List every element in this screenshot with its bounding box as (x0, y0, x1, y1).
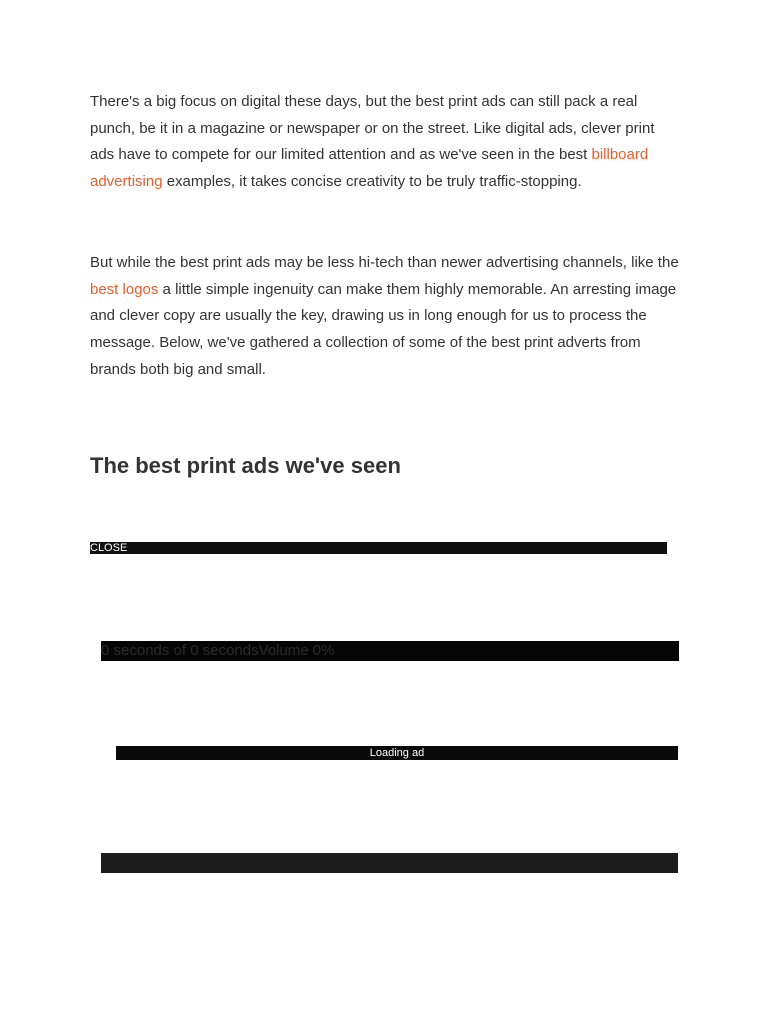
second-paragraph (90, 250, 680, 384)
intro-paragraph (90, 89, 680, 196)
loading-ad-label: Loading ad (369, 747, 425, 759)
ad-loading-bar (116, 746, 678, 760)
section-heading: The best print ads we've seen (90, 453, 401, 478)
player-bottom-bar (101, 853, 678, 873)
player-close-bar (90, 542, 667, 554)
para1-text-before: There's a big focus on digital these days, but the best print ads can still pack a real punch, be it in a magazine or newspaper or on the street. Like digital ads, clever print ads have to compete for our limited attention and as we've seen in the best (90, 93, 655, 164)
para2-text-after: a little simple ingenuity can make them highly memorable. An arresting image and clever copy are usually the key, drawing us in long enough for us to process the message. Below, we've gathered a collection of some of the best print adverts from brands both big and small. (90, 280, 677, 378)
time-volume-readout: 0 seconds of 0 secondsVolume 0% (101, 642, 335, 659)
close-button[interactable]: CLOSE (90, 542, 128, 554)
para2-text-before: But while the best print ads may be less hi-tech than newer advertising channels, like the (90, 254, 679, 271)
para1-text-after: examples, it takes concise creativity to be truly traffic-stopping. (162, 173, 582, 191)
best-logos-link[interactable]: best logos (90, 280, 159, 298)
video-player-controls[interactable] (101, 641, 679, 661)
billboard-advertising-link[interactable]: billboard advertising (90, 146, 649, 191)
